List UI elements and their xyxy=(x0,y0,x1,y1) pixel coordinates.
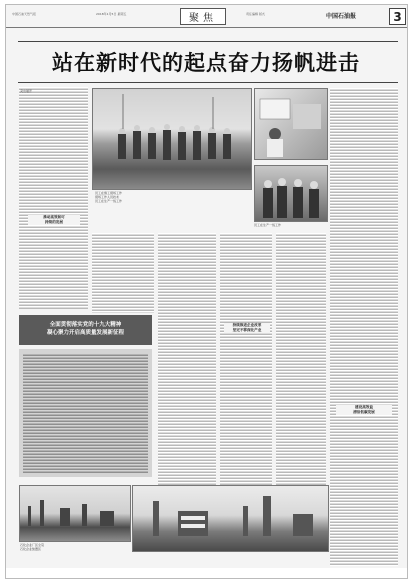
shaded-article xyxy=(19,349,152,477)
page-header xyxy=(6,5,407,28)
refinery-illustration xyxy=(133,486,328,551)
section-title: 聚焦 xyxy=(180,8,226,25)
page-number: 3 xyxy=(389,8,406,25)
bottom-photo-caption: 石化企业厂区全景 石化企业装置区 xyxy=(20,543,45,551)
photo-refinery xyxy=(132,485,329,552)
headline-bottom-rule xyxy=(18,82,398,83)
byline: 突出展开 xyxy=(20,89,33,93)
photo-team xyxy=(254,165,328,222)
text-column-mid-c xyxy=(220,233,272,503)
lab-illustration xyxy=(255,89,327,159)
header-left-meta: 中国石油天然气报 xyxy=(12,12,37,16)
highlight-box: 全面贯彻落实党的十九大精神 凝心聚力开启高质量发展新征程 xyxy=(19,315,152,345)
subhead-left: 推动高效和可 持续的发展 xyxy=(28,215,80,225)
team-illustration xyxy=(255,166,327,221)
workers-illustration xyxy=(93,89,251,189)
text-column-mid-a xyxy=(92,233,154,313)
photo-lab-worker xyxy=(254,88,328,160)
headline-top-rule xyxy=(18,41,398,42)
header-editor: 责任编辑 版式 xyxy=(246,12,265,16)
text-column-left-top xyxy=(19,87,88,309)
page-footer xyxy=(6,568,407,578)
subhead-center: 持续推进企业改革 坚定不移深化产业 xyxy=(224,323,270,333)
text-column-mid-d xyxy=(276,233,326,503)
paper-name: 中国石油报 xyxy=(326,13,357,20)
top-photo-caption: 员工在施工现场工作 现场工作人员技术 员工在生产一线工作 xyxy=(95,191,123,203)
subhead-right: 建设高效益 清洁低碳发展 xyxy=(336,405,392,415)
text-column-right xyxy=(330,88,398,566)
side-photo-caption: 员工在生产一线工作 xyxy=(254,223,282,227)
photo-plant-skyline xyxy=(19,485,131,542)
headline: 站在新时代的起点奋力扬帆进击 xyxy=(52,51,360,75)
header-date: 2018年1月5日 星期五 xyxy=(96,12,127,16)
plant-illustration xyxy=(20,486,130,541)
text-column-mid-b xyxy=(158,233,216,503)
photo-workers-march xyxy=(92,88,252,190)
newspaper-page xyxy=(5,4,408,579)
